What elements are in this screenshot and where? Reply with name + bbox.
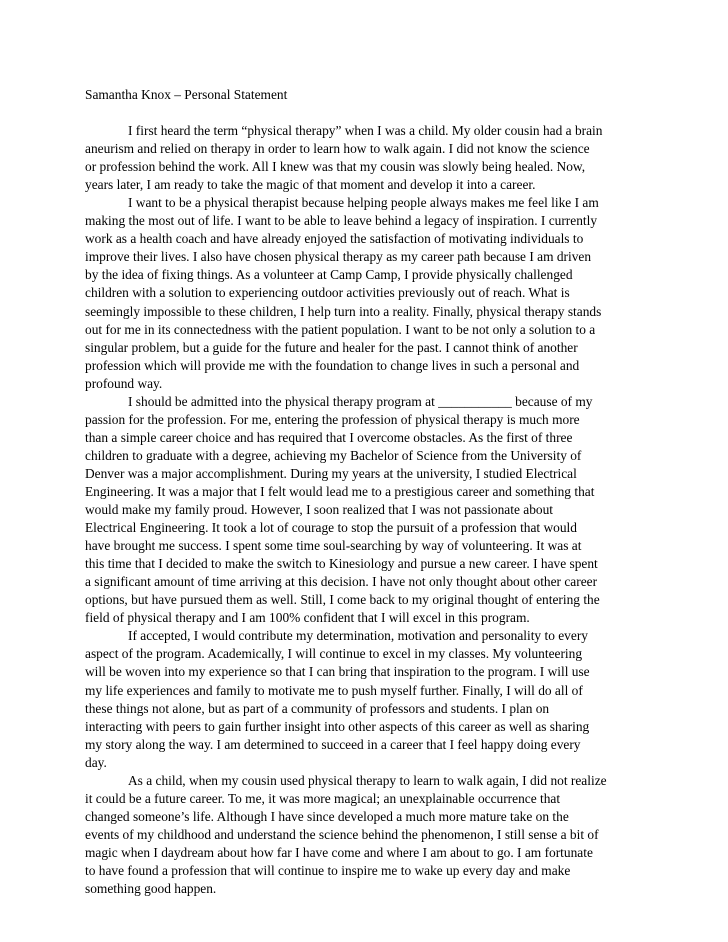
text-line: work as a health coach and have already enjoyed the satisfaction of motivating individuals to: [85, 231, 584, 247]
text-line: than a simple career choice and has required that I overcome obstacles. As the first of three: [85, 429, 573, 445]
text-line: seemingly impossible to these children, I help turn into a reality. Finally, physical therapy stands: [85, 303, 602, 319]
text-line: would make my family proud. However, I soon realized that I was not passionate about: [85, 502, 554, 518]
text-line: If accepted, I would contribute my determination, motivation and personality to every: [128, 628, 588, 644]
text-line: profession which will provide me with the foundation to change lives in such a personal and: [85, 357, 580, 373]
text-line: it could be a future career. To me, it was more magical; an unexplainable occurrence that: [85, 790, 561, 806]
text-line: aneurism and relied on therapy in order to learn how to walk again. I did not know the science: [85, 141, 590, 157]
text-line: these things not alone, but as part of a community of professors and students. I plan on: [85, 700, 550, 716]
text-line: children to graduate with a degree, achieving my Bachelor of Science from the University of: [85, 447, 582, 463]
text-line: Electrical Engineering. It took a lot of courage to stop the pursuit of a profession that would: [85, 520, 577, 536]
text-line: interacting with peers to gain further insight into other aspects of this career as well as sharing: [85, 718, 590, 734]
text-line: a significant amount of time arriving at this decision. I have not only thought about other career: [85, 574, 598, 590]
document-body: [85, 122, 648, 898]
text-line: events of my childhood and understand the science behind the phenomenon, I still sense a bit of: [85, 826, 599, 842]
text-line: years later, I am ready to take the magic of that moment and develop it into a career.: [85, 177, 536, 193]
text-line: my life experiences and family to motivate me to push myself further. Finally, I will do all of: [85, 682, 583, 698]
text-line: I should be admitted into the physical therapy program at ___________ because of my: [128, 393, 593, 409]
text-line: or profession behind the work. All I knew was that my cousin was slowly being healed. Now,: [85, 159, 586, 175]
text-line: magic when I daydream about how far I have come and where I am about to go. I am fortunate: [85, 844, 593, 860]
paragraph: [85, 772, 648, 898]
paragraph: [85, 627, 648, 771]
document-title: Samantha Knox – Personal Statement: [85, 87, 288, 102]
text-line: children with a solution to experiencing outdoor activities previously out of reach. What is: [85, 285, 570, 301]
text-line: day.: [85, 754, 107, 770]
paragraph: [85, 393, 648, 628]
text-line: aspect of the program. Academically, I will continue to excel in my classes. My volunteering: [85, 646, 583, 662]
text-line: Denver was a major accomplishment. During my years at the university, I studied Electrical: [85, 465, 577, 481]
paragraph: [85, 122, 648, 194]
text-line: I want to be a physical therapist because helping people always makes me feel like I am: [128, 195, 599, 211]
text-line: this time that I decided to make the switch to Kinesiology and pursue a new career. I have spent: [85, 556, 598, 572]
text-line: improve their lives. I also have chosen physical therapy as my career path because I am driven: [85, 249, 592, 265]
text-line: Engineering. It was a major that I felt would lead me to a prestigious career and something that: [85, 483, 595, 499]
text-line: by the idea of fixing things. As a volunteer at Camp Camp, I provide physically challenged: [85, 267, 573, 283]
paragraph: [85, 194, 648, 393]
text-line: out for me in its connectedness with the patient population. I want to be not only a solution to a: [85, 321, 596, 337]
text-line: something good happen.: [85, 881, 217, 897]
text-line: options, but have pursued them as well. Still, I come back to my original thought of entering the: [85, 592, 600, 608]
text-line: singular problem, but a guide for the future and healer for the past. I cannot think of another: [85, 339, 578, 355]
text-line: making the most out of life. I want to be able to leave behind a legacy of inspiration. I currently: [85, 213, 598, 229]
text-line: changed someone’s life. Although I have since developed a much more mature take on the: [85, 808, 569, 824]
text-line: As a child, when my cousin used physical therapy to learn to walk again, I did not realize: [128, 772, 607, 788]
text-line: have brought me success. I spent some time soul-searching by way of volunteering. It was at: [85, 538, 582, 554]
text-line: profound way.: [85, 375, 163, 391]
text-line: passion for the profession. For me, entering the profession of physical therapy is much more: [85, 411, 580, 427]
title-spacer: [85, 104, 648, 122]
text-line: field of physical therapy and I am 100% confident that I will excel in this program.: [85, 610, 530, 626]
text-line: I first heard the term “physical therapy” when I was a child. My older cousin had a brain: [128, 123, 603, 139]
text-line: my story along the way. I am determined to succeed in a career that I feel happy doing every: [85, 736, 581, 752]
text-line: to have found a profession that will continue to inspire me to wake up every day and make: [85, 862, 571, 878]
text-line: will be woven into my experience so that I can bring that inspiration to the program. I will use: [85, 664, 590, 680]
